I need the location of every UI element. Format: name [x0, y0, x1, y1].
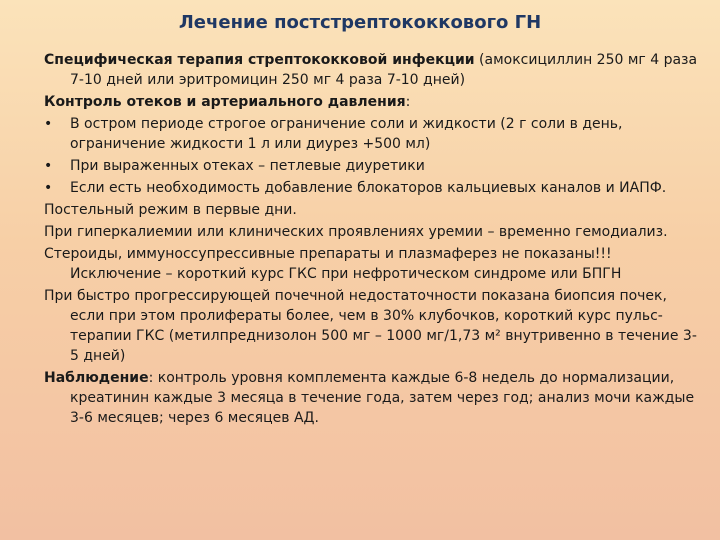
bullet-text: Если есть необходимость добавление блокаторов кальциевых каналов и ИАПФ.: [70, 180, 667, 196]
paragraph-hyperkalemia: При гиперкалиемии или клинических проявлениях уремии – временно гемодиализ.: [44, 224, 668, 240]
slide-title: Лечение постстрептококкового ГН: [178, 12, 542, 33]
paragraph-text: (амоксициллин 250 мг 4 раза 7-10 дней или эритромицин 250 мг 4 раза 7-10 дней): [70, 52, 698, 88]
bullet-icon: •: [44, 158, 53, 174]
bullet-icon: •: [44, 116, 53, 132]
paragraph-steroids: Стероиды, иммуноссупрессивные препараты и плазмаферез не показаны!!! Исключение – короткий курс ГКС при нефротическом синдроме или БПГН: [44, 246, 622, 282]
paragraph-lead: Контроль отеков и артериального давления: [44, 94, 406, 110]
paragraph-biopsy: При быстро прогрессирующей почечной недостаточности показана биопсия почек, если при этом пролифераты более, чем в 30% клубочков, короткий курс пульс-терапии ГКС (метилпреднизолон 500 мг – 1000 мг/1,73 м² внутривенно в течение 3-5 дней): [44, 288, 697, 364]
paragraph-edema-control: [44, 92, 698, 112]
paragraph-observation: [44, 368, 698, 428]
paragraph-text: :: [405, 94, 411, 110]
bullet-item: [44, 114, 698, 154]
paragraph-bed-rest: Постельный режим в первые дни.: [44, 202, 297, 218]
paragraph-specific-therapy: [44, 50, 698, 90]
bullet-icon: •: [44, 180, 53, 196]
paragraph-lead: Специфическая терапия стрептококковой инфекции: [44, 52, 475, 68]
bullet-item: [44, 178, 698, 198]
slide-body: [44, 50, 698, 430]
bullet-item: [44, 156, 698, 176]
paragraph-lead: Наблюдение: [44, 370, 149, 386]
bullet-text: В остром периоде строгое ограничение соли и жидкости (2 г соли в день, ограничение жидкости 1 л или диурез +500 мл): [70, 116, 623, 152]
bullet-text: При выраженных отеках – петлевые диуретики: [70, 158, 425, 174]
paragraph-text: : контроль уровня комплемента каждые 6-8 недель до нормализации, креатинин каждые 3 месяца в течение года, затем через год; анализ мочи каждые 3-6 месяцев; через 6 месяцев АД.: [70, 370, 695, 426]
